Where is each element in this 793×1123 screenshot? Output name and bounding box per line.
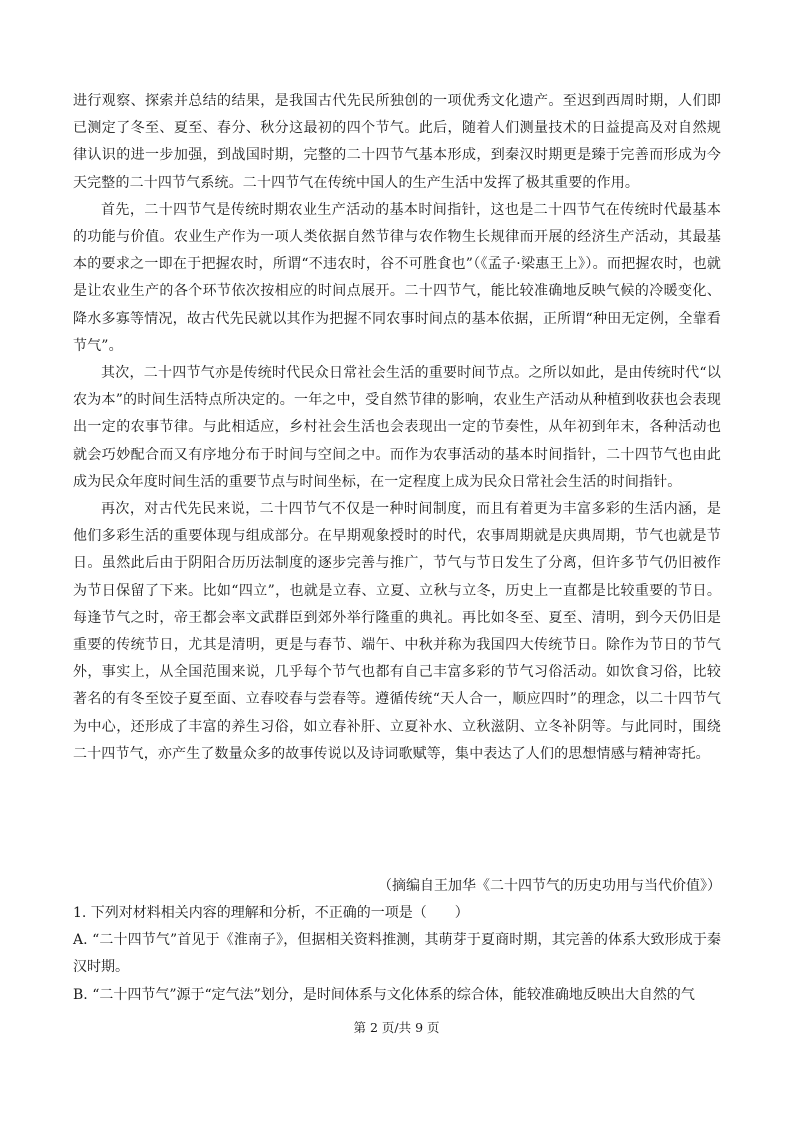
article-paragraph-4: 再次，对古代先民来说，二十四节气不仅是一种时间制度，而且有着更为丰富多彩的生活内涵，是他们多彩生活的重要体现与组成部分。在早期观象授时的时代，农事周期就是庆典周期，节气也就是节日。虽然此后由于阴阳合历历法制度的逐步完善与推广，节气与节日发生了分离，但许多节气仍旧被作为节日保留了下来。比如“四立”，也就是立春、立夏、立秋与立冬，历史上一直都是比较重要的节日。每逢节气之时，帝王都会率文武群臣到郊外举行隆重的典礼。再比如冬至、夏至、清明，到今天仍旧是重要的传统节日，尤其是清明，更是与春节、端午、中秋并称为我国四大传统节日。除作为节日的节气外，事实上，从全国范围来说，几乎每个节气也都有自己丰富多彩的节气习俗活动。如饮食习俗，比较著名的有冬至饺子夏至面、立春咬春与尝春等。遵循传统“天人合一，顺应四时”的理念，以二十四节气为中心，还形成了丰富的养生习俗，如立春补肝、立夏补水、立秋滋阴、立冬补阴等。与此同时，围绕二十四节气，亦产生了数量众多的故事传说以及诗词歌赋等，集中表达了人们的思想情感与精神寄托。	[73, 501, 721, 762]
question-1-option-b: B. “二十四节气”源于“定气法”划分，是时间体系与文化体系的综合体，能较准确地反映出大自然的气	[73, 986, 695, 1003]
article-paragraph-2: 首先，二十四节气是传统时期农业生产活动的基本时间指针，这也是二十四节气在传统时代最基本的功能与价值。农业生产作为一项人类依据自然节律与农作物生长规律而开展的经济生产活动，其最基本的要求之一即在于把握农时，所谓“不违农时，谷不可胜食也”（《孟子·梁惠王上》）。而把握农时，也就是让农业生产的各个环节依次按相应的时间点展开。二十四节气，能比较准确地反映气候的冷暖变化、降水多寡等情况，故古代先民就以其作为把握不同农事时间点的基本依据，正所谓“种田无定例，全靠看节气”。	[73, 201, 721, 354]
article-paragraph-1: 进行观察、探索并总结的结果，是我国古代先民所独创的一项优秀文化遗产。至迟到西周时期，人们即已测定了冬至、夏至、春分、秋分这最初的四个节气。此后，随着人们测量技术的日益提高及对自然规律认识的进一步加强，到战国时期，完整的二十四节气基本形成，到秦汉时期更是臻于完善而形成为今天完整的二十四节气系统。二十四节气在传统中国人的生产生活中发挥了极其重要的作用。	[73, 93, 721, 191]
page-number-footer: 第 2 页/共 9 页	[353, 1020, 440, 1035]
article-source-citation: （摘编自王加华《二十四节气的历史功用与当代价值》）	[378, 878, 721, 894]
question-1-option-a: A. “二十四节气”首见于《淮南子》，但据相关资料推测，其萌芽于夏商时期，其完善的体系大致形成于秦汉时期。	[73, 932, 721, 976]
question-section	[73, 900, 721, 1009]
article-body	[73, 88, 721, 768]
question-1-stem: 1. 下列对材料相关内容的理解和分析，不正确的一项是（ ）	[73, 905, 469, 921]
article-paragraph-3: 其次，二十四节气亦是传统时代民众日常社会生活的重要时间节点。之所以如此，是由传统时代“以农为本”的时间生活特点所决定的。一年之中，受自然节律的影响，农业生产活动从种植到收获也会表现出一定的农事节律。与此相适应，乡村社会生活也会表现出一定的节奏性，从年初到年末，各种活动也就会巧妙配合而又有序地分布于时间与空间之中。而作为农事活动的基本时间指针，二十四节气也由此成为民众年度时间生活的重要节点与时间坐标，在一定程度上成为民众日常社会生活的时间指针。	[73, 365, 721, 490]
